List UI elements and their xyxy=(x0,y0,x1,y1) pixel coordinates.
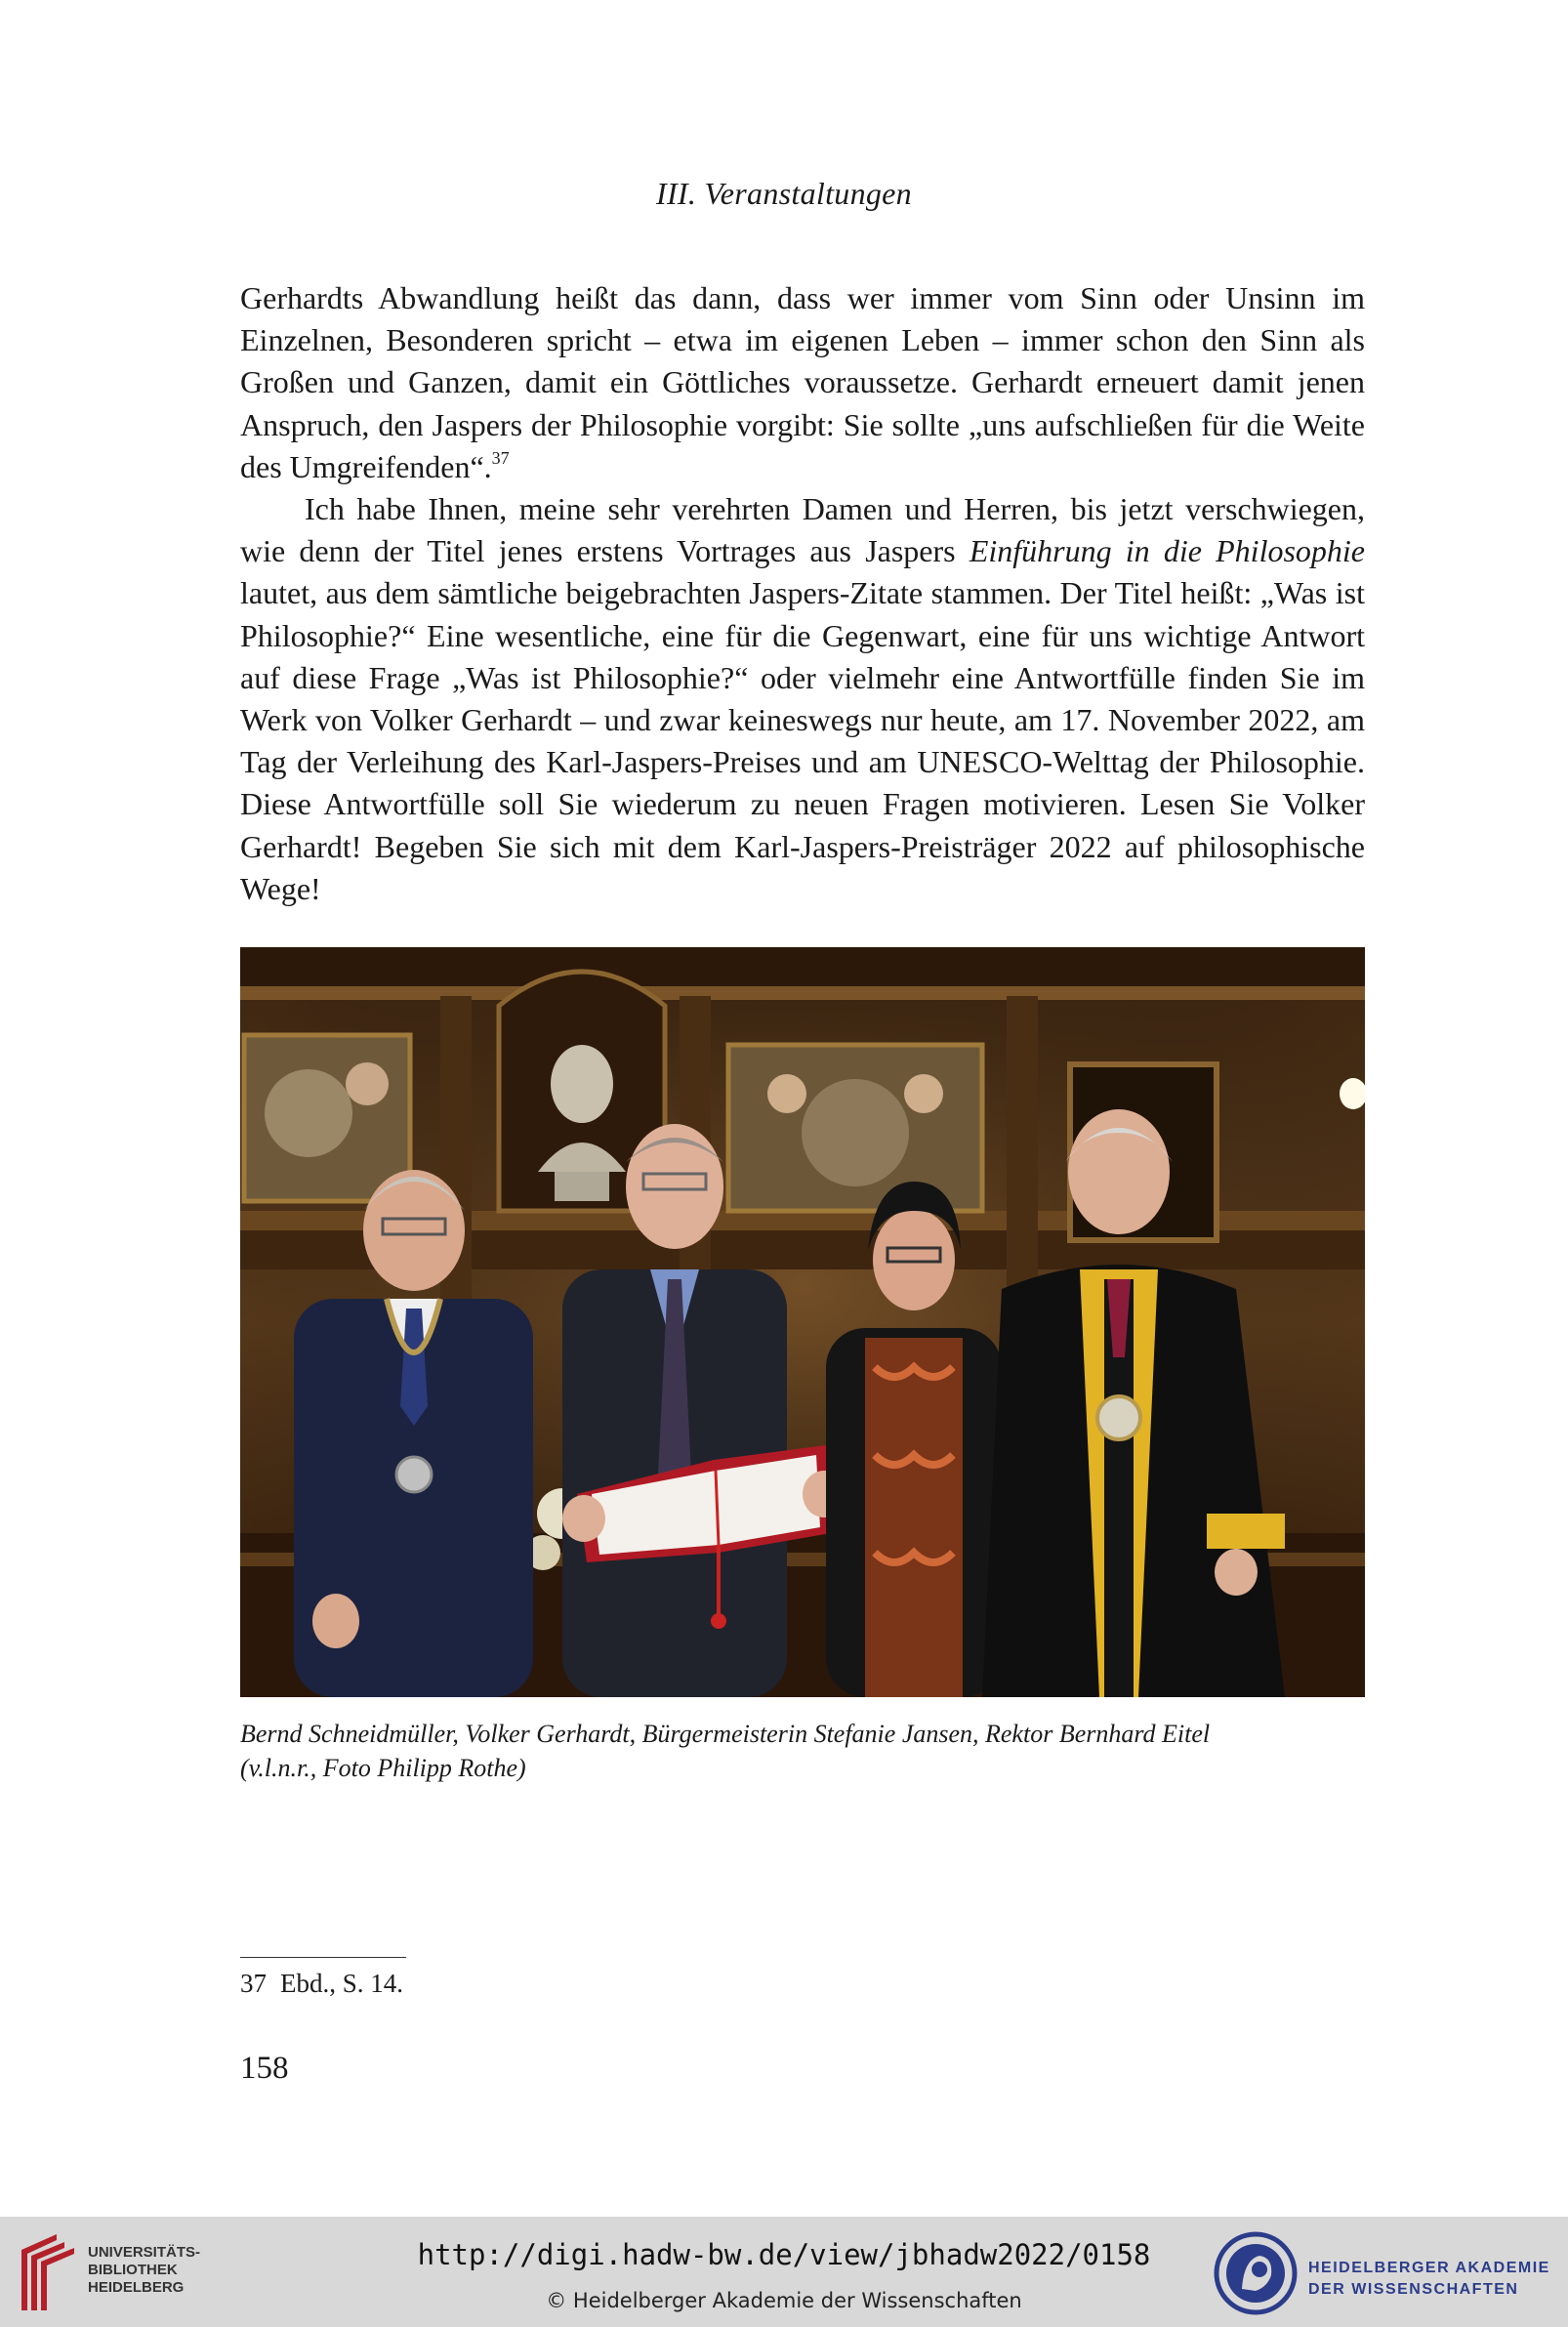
body-text xyxy=(240,277,1365,910)
footer-bar xyxy=(0,2217,1568,2327)
hadw-logo-text: HEIDELBERGER AKADEMIE DER WISSENSCHAFTEN xyxy=(1308,2260,1550,2298)
paragraph-2-text-a: Ich habe Ihnen, meine sehr verehrten Damen und Herren, bis jetzt verschwiegen, wie denn der Titel jenes erstens Vortrages aus Jaspers xyxy=(240,491,1365,569)
photograph xyxy=(240,947,1365,1697)
page-number: 158 xyxy=(240,2051,289,2086)
footer-url-link[interactable]: http://digi.hadw-bw.de/view/jbhadw2022/0158 xyxy=(417,2238,1151,2271)
ub-logo-text: UNIVERSITÄTS- BIBLIOTHEK HEIDELBERG xyxy=(88,2244,201,2296)
caption-line-1: Bernd Schneidmüller, Volker Gerhardt, Bürgermeisterin Stefanie Jansen, Rektor Bernhard Eitel xyxy=(240,1720,1211,1748)
running-head: III. Veranstaltungen xyxy=(656,176,912,211)
footer-copyright: © Heidelberger Akademie der Wissenschaften xyxy=(546,2289,1022,2312)
paragraph-2 xyxy=(240,488,1365,910)
book-title: Einführung in die Philosophie xyxy=(969,533,1366,569)
footnote-text: Ebd., S. 14. xyxy=(280,1969,404,1998)
hadw-seal-icon xyxy=(1213,2230,1299,2316)
caption-line-2: (v.l.n.r., Foto Philipp Rothe) xyxy=(240,1754,526,1782)
paragraph-2-text-b: lautet, aus dem sämtliche beigebrachten Jaspers-Zitate stammen. Der Titel heißt: „Was ist Philosophie?“ Eine wesentliche, eine für die Gegenwart, eine für uns wichtige Antwort auf diese Frage „Was ist Philosophie?“ oder vielmehr eine Antwortfülle finden Sie im Werk von Volker Gerhardt – und zwar keineswegs nur heute, am 17. November 2022, am Tag der Verleihung des Karl-Jaspers-Preises und am UNESCO-Welttag der Philosophie. Diese Antwortfülle soll Sie wiederum zu neuen Fragen motivieren. Lesen Sie Volker Gerhardt! Begeben Sie sich mit dem Karl-Jaspers-Preisträger 2022 auf philosophische Wege! xyxy=(240,575,1365,906)
paragraph-1-text: Gerhardts Abwandlung heißt das dann, dass wer immer vom Sinn oder Unsinn im Einzelnen, Besonderen spricht – etwa im eigenen Leben – immer schon den Sinn als Großen und Ganzen, damit ein Göttliches voraussetze. Gerhardt erneuert damit jenen Anspruch, den Jaspers der Philosophie vorgibt: Sie sollte „uns aufschließen für die Weite des Umgreifenden“. xyxy=(240,280,1365,484)
hadw-logo[interactable] xyxy=(1209,2228,1560,2316)
footnote xyxy=(240,1969,403,1999)
footnote-rule xyxy=(240,1957,406,1958)
footnote-number: 37 xyxy=(240,1969,267,1998)
photo-illustration xyxy=(240,947,1365,1697)
footnote-ref[interactable]: 37 xyxy=(491,447,510,468)
paragraph-1 xyxy=(240,277,1365,488)
photo-caption xyxy=(240,1717,1365,1785)
